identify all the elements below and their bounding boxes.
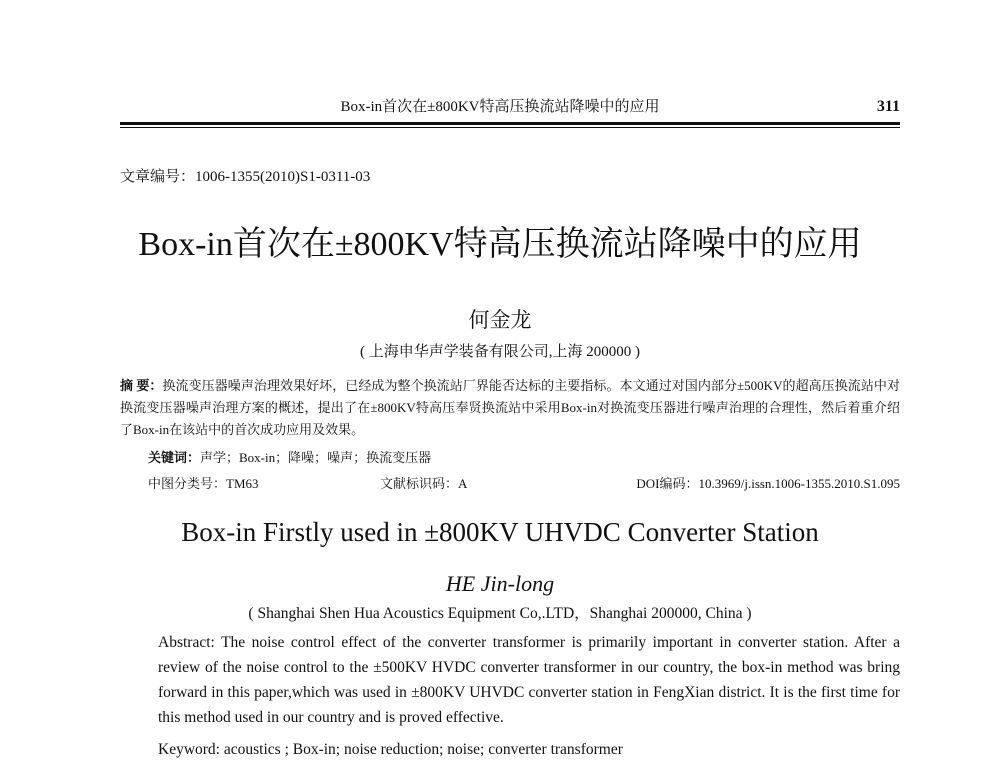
abstract-english-text: The noise control effect of the converter transformer is primarily important in converter station. After a review of the noise control to the ±500KV HVDC converter transformer in our country, the box-in method was bring forward in this paper,which was used in ±800KV UHVDC converter station in FengXian district. It is the first time for this method used in our country and is proved effective.	[158, 634, 900, 726]
keywords-chinese-text: 声学；Box-in；降噪；噪声；换流变压器	[200, 450, 432, 465]
clc-number: 中图分类号：TM63	[148, 476, 259, 491]
abstract-chinese-text: 换流变压器噪声治理效果好坏，已经成为整个换流站厂界能否达标的主要指标。本文通过对国内部分±500KV的超高压换流站中对换流变压器噪声治理方案的概述，提出了在±800KV特高压奉贤换流站中采用Box-in对换流变压器进行噪声治理的合理性，然后着重介绍了Box-in在该站中的首次成功应用及效果。	[120, 378, 900, 437]
classification-row	[148, 473, 900, 495]
keywords-chinese	[148, 447, 431, 469]
abstract-chinese-label: 摘 要：	[120, 378, 163, 393]
running-title: Box-in首次在±800KV特高压换流站降噪中的应用	[340, 99, 660, 115]
title-english: Box-in Firstly used in ±800KV UHVDC Converter Station	[181, 517, 819, 547]
keywords-english-text: acoustics ; Box-in; noise reduction; noise; converter transformer	[220, 741, 623, 758]
header-rule-thin	[120, 127, 900, 128]
document-code: 文献标识码：A	[380, 476, 468, 491]
keywords-english-label: Keyword:	[158, 741, 220, 758]
author-english: HE Jin-long	[445, 571, 555, 596]
page-number: 311	[876, 98, 900, 115]
doi-code: DOI编码：10.3969/j.issn.1006-1355.2010.S1.095	[636, 476, 900, 491]
running-header	[120, 96, 900, 122]
keywords-english	[158, 740, 623, 760]
keywords-chinese-label: 关键词：	[148, 450, 201, 465]
author-chinese: 何金龙	[468, 308, 532, 332]
abstract-english-label: Abstract:	[158, 634, 215, 651]
title-chinese: Box-in首次在±800KV特高压换流站降噪中的应用	[138, 226, 862, 263]
abstract-chinese	[120, 375, 900, 441]
affiliation-chinese: ( 上海申华声学装备有限公司,上海 200000 )	[360, 344, 640, 360]
abstract-english	[120, 630, 900, 730]
affiliation-english: ( Shanghai Shen Hua Acoustics Equipment Co,.LTD，Shanghai 200000, China )	[248, 605, 752, 622]
article-number: 文章编号：1006-1355(2010)S1-0311-03	[120, 169, 371, 185]
header-rule-thick	[120, 122, 900, 125]
